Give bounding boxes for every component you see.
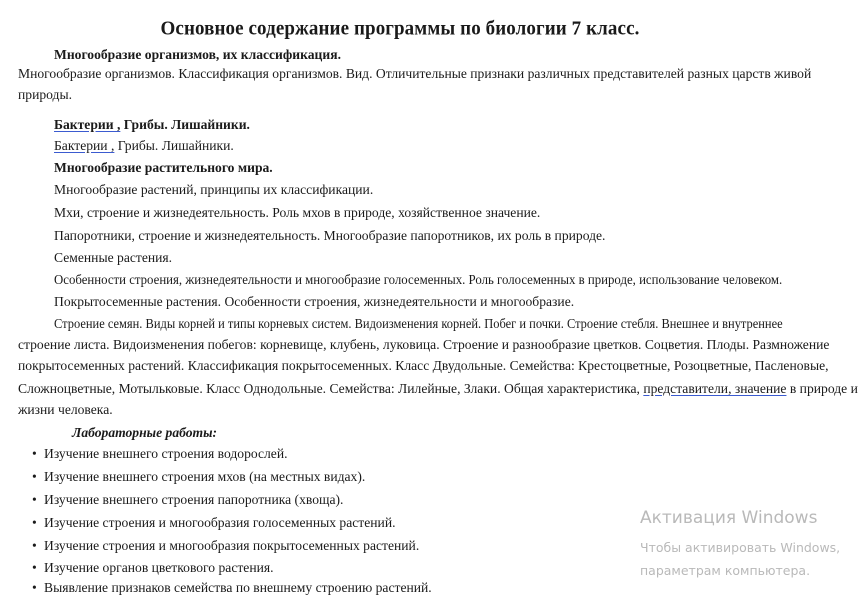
paragraph-bacteria [54, 138, 234, 154]
paragraph-organism-diversity-cont: природы. [18, 87, 72, 102]
paragraph-seeds-line4-underlined: представители, значение [643, 381, 787, 396]
page-title: Основное содержание программы по биологии 7 класс. [160, 17, 640, 40]
paragraph-seeds-line5: жизни человека. [18, 402, 113, 417]
windows-activation-line3: параметрам компьютера. [640, 563, 811, 578]
lab-works-heading: Лабораторные работы: [72, 425, 218, 440]
paragraph-seeds-line1: Строение семян. Виды корней и типы корневых систем. Видоизменения корней. Побег и почки. Строение стебля. Внешнее и внутреннее [54, 316, 783, 331]
paragraph-seeds-line4-c: в природе и [786, 381, 858, 396]
paragraph-organism-diversity: Многообразие организмов. Классификация организмов. Вид. Отличительные признаки различных представителей разных царств живой [18, 66, 812, 81]
bullet-dot: • [32, 446, 37, 461]
heading-bacteria-underlined: Бактерии , [54, 117, 121, 132]
list-item: • Изучение внешнего строения мхов (на местных видах). [32, 469, 366, 484]
list-item: • Изучение строения и многообразия голосеменных растений. [32, 515, 396, 530]
bullet-dot: • [32, 492, 37, 507]
paragraph-seeds-line4 [18, 381, 858, 397]
heading-bacteria-rest: Грибы. Лишайники. [120, 117, 250, 132]
paragraph-mosses: Мхи, строение и жизнедеятельность. Роль мхов в природе, хозяйственное значение. [54, 205, 541, 220]
paragraph-bacteria-underlined: Бактерии , [54, 138, 115, 153]
bullet-dot: • [32, 538, 37, 553]
list-item: • Изучение внешнего строения папоротника (хвоща). [32, 492, 344, 507]
list-item: • Выявление признаков семейства по внешнему строению растений. [32, 580, 432, 595]
paragraph-angiosperms: Покрытосеменные растения. Особенности строения, жизнедеятельности и многообразие. [54, 294, 575, 309]
bullet-dot: • [32, 515, 37, 530]
paragraph-ferns: Папоротники, строение и жизнедеятельность. Многообразие папоротников, их роль в природе. [54, 228, 606, 243]
heading-organism-diversity: Многообразие организмов, их классификация. [54, 47, 341, 62]
paragraph-seeds-line3: покрытосеменных растений. Классификация покрытосеменных. Класс Двудольные. Семейства: Крестоцветные, Розоцветные, Пасленовые, [18, 358, 829, 373]
paragraph-seeds-line2: строение листа. Видоизменения побегов: корневище, клубень, луковица. Строение и разнообразие цветков. Соцветия. Плоды. Размножение [18, 337, 830, 352]
list-item: • Изучение органов цветкового растения. [32, 560, 274, 575]
windows-activation-title: Активация Windows [640, 508, 818, 528]
list-item: • Изучение строения и многообразия покрытосеменных растений. [32, 538, 420, 553]
bullet-dot: • [32, 469, 37, 484]
paragraph-seeds-line4-a: Сложноцветные, Мотыльковые. Класс Однодольные. Семейства: Лилейные, Злаки. Общая характеристика, [18, 381, 644, 396]
heading-bacteria [54, 117, 250, 133]
list-item: • Изучение внешнего строения водорослей. [32, 446, 288, 461]
paragraph-seed-plants: Семенные растения. [54, 250, 173, 265]
paragraph-plant-classification: Многообразие растений, принципы их классификации. [54, 182, 374, 197]
paragraph-gymnosperms: Особенности строения, жизнедеятельности и многообразие голосеменных. Роль голосеменных в природе, использование человеком. [54, 272, 783, 287]
paragraph-bacteria-rest: Грибы. Лишайники. [114, 138, 234, 153]
heading-plant-diversity: Многообразие растительного мира. [54, 160, 273, 175]
bullet-dot: • [32, 560, 37, 575]
bullet-dot: • [32, 580, 37, 595]
windows-activation-line2: Чтобы активировать Windows, [640, 540, 841, 555]
